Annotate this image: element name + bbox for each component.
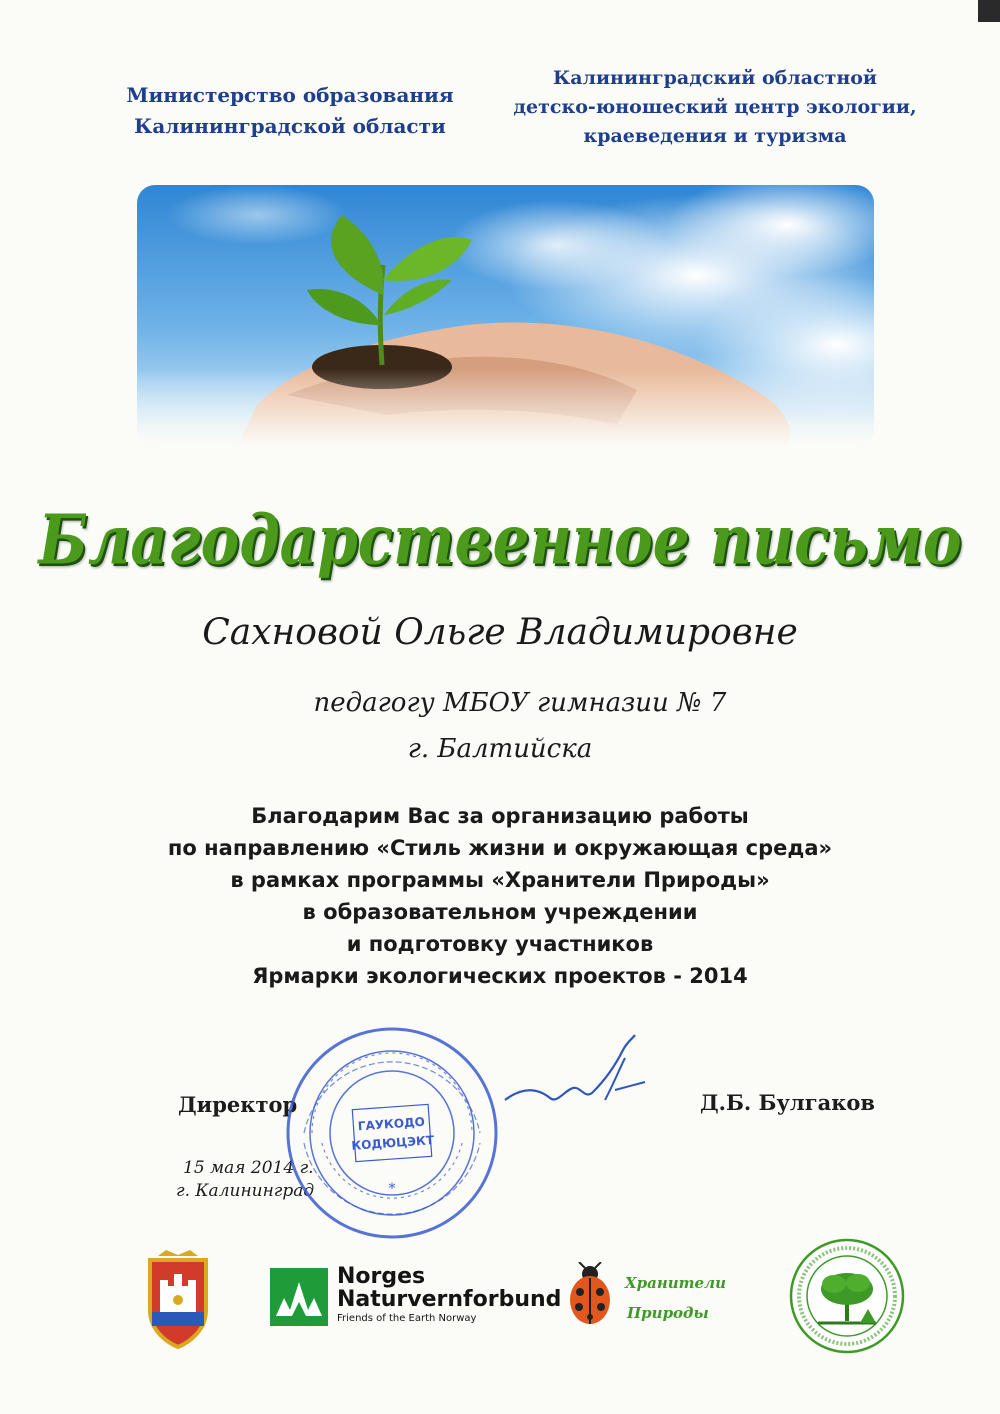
- ministry-header: [95, 80, 485, 142]
- body-line: в образовательном учреждении: [302, 900, 698, 924]
- norges-line-1: Norges: [337, 1264, 426, 1289]
- issue-date: 15 мая 2014 г.: [183, 1158, 314, 1178]
- banner-image: [137, 185, 874, 447]
- keepers-line-2: Природы: [627, 1304, 709, 1322]
- coat-of-arms-icon: [138, 1250, 218, 1350]
- recipient-city: г. Балтийска: [407, 734, 593, 764]
- body-line: в рамках программы «Хранители Природы»: [230, 868, 770, 892]
- norges-line-2: Naturvernforbund: [337, 1287, 562, 1312]
- stamp-text-line-2: КОДЮЦЭКТ: [350, 1133, 435, 1153]
- ecology-center-emblem-icon: [788, 1237, 906, 1355]
- body-line: Ярмарки экологических проектов - 2014: [252, 964, 748, 988]
- body-line: и подготовку участников: [346, 932, 654, 956]
- norges-naturvernforbund-icon: [270, 1268, 328, 1326]
- letter-body: [0, 800, 1000, 992]
- norges-logo-text: [337, 1266, 561, 1325]
- center-line-3: краеведения и туризма: [583, 125, 847, 147]
- recipient-position: педагогу МБОУ гимназии № 7: [313, 688, 727, 718]
- signer-name: Д.Б. Булгаков: [700, 1090, 875, 1115]
- issue-place: г. Калининград: [176, 1181, 315, 1201]
- ministry-line-2: Калининградской области: [134, 114, 446, 138]
- stamp-text-line-1: ГАУКОДО: [357, 1114, 426, 1134]
- official-stamp: [282, 1023, 502, 1243]
- body-line: по направлению «Стиль жизни и окружающая среда»: [167, 836, 833, 860]
- signer-role: Директор: [178, 1092, 298, 1117]
- handwritten-signature: [495, 1030, 655, 1120]
- recipient-name: Сахновой Ольге Владимировне: [202, 612, 798, 653]
- ministry-line-1: Министерство образования: [126, 83, 454, 107]
- nature-keepers-logo-text: [625, 1268, 726, 1328]
- letter-title: Благодарственное письмо: [38, 500, 962, 581]
- center-line-2: детско-юношеский центр экологии,: [513, 96, 917, 118]
- keepers-line-1: Хранители: [625, 1274, 726, 1292]
- center-header: [505, 64, 925, 151]
- norges-line-3: Friends of the Earth Norway: [337, 1313, 477, 1324]
- stamp-star-icon: *: [388, 1181, 396, 1197]
- body-line: Благодарим Вас за организацию работы: [251, 804, 749, 828]
- center-line-1: Калининградский областной: [552, 67, 878, 89]
- corner-mark: [978, 0, 1000, 22]
- ladybug-icon: [565, 1262, 615, 1326]
